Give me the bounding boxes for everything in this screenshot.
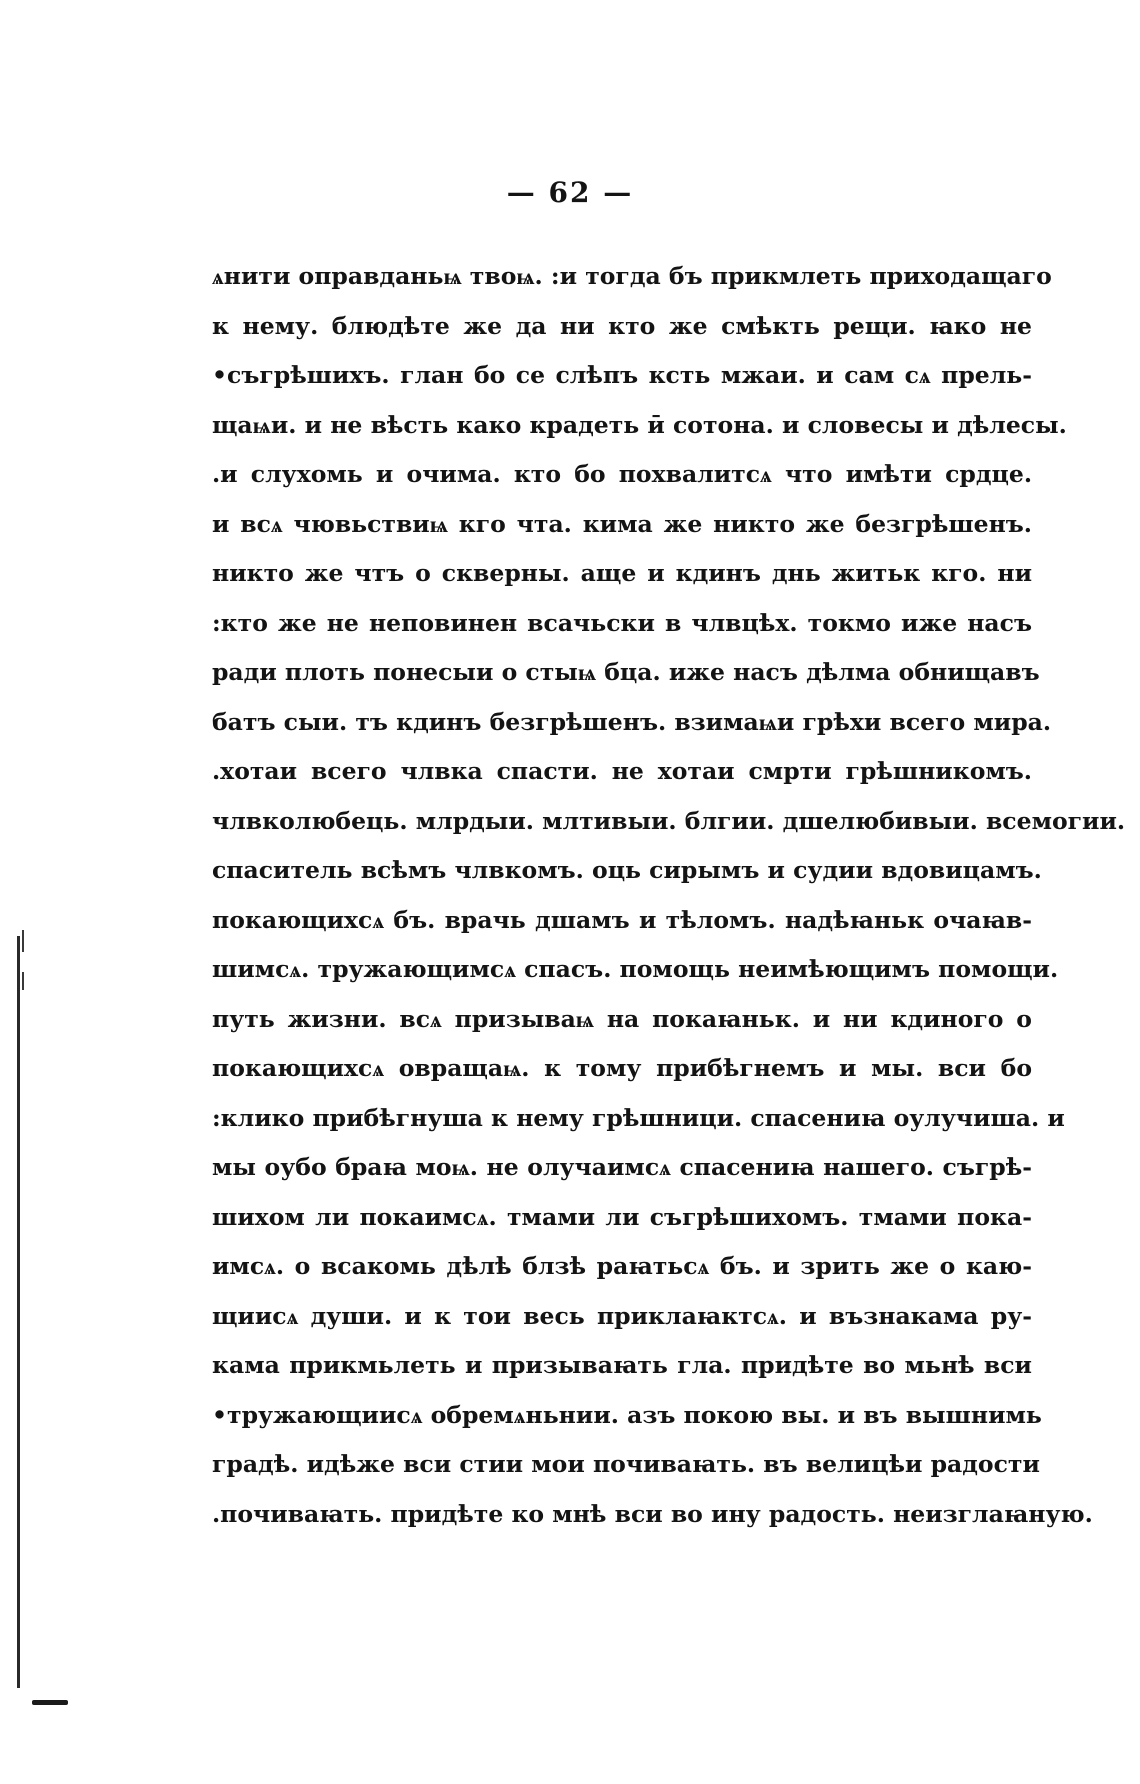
text-line: мы оубо браꙗ моѩ. не олучаимсѧ спасениꙗ нашего. съгрѣ-	[212, 1153, 1032, 1181]
text-line: щиисѧ души. и к тои весь приклаꙗктсѧ. и възнакама ру-	[212, 1301, 1032, 1330]
text-line: .почиваꙗть. придѣте ко мнѣ вси во ину радость. неизглаꙗную.	[212, 1499, 1093, 1528]
text-line: члвколюбець. млрдыи. млтивыи. блгии. дшелюбивыи. всемогии.	[212, 806, 1126, 835]
text-line: шимсѧ. тружающимсѧ спасъ. помощь неимѣющимъ помощи.	[212, 955, 1059, 983]
text-line: к нему. блюдѣте же да ни кто же смѣкть рещи. ꙗко не	[212, 311, 1032, 340]
text-line: щаѩи. и не вѣсть како крадеть ӣ сотона. и словесы и дѣлесы.	[212, 410, 1067, 439]
margin-scan-dash	[32, 1700, 68, 1705]
text-line: имсѧ. о всакомь дѣлѣ блзѣ раꙗтьсѧ бъ. и зрить же о каю-	[212, 1252, 1032, 1280]
text-line: покающихсѧ овращаѩ. к тому прибѣгнемъ и мы. вси бо	[212, 1054, 1032, 1082]
margin-scan-mark	[22, 972, 24, 990]
text-line: ради плоть понесыи о стыѩ бца. иже насъ дѣлма обнищавъ	[212, 658, 1040, 686]
text-line: никто же чтъ о скверны. аще и кдинъ днь житьк кго. ни	[212, 559, 1032, 587]
margin-scan-line	[17, 936, 20, 1688]
text-line: и всѧ чювьствиѩ кго чта. кима же никто же безгрѣшенъ.	[212, 509, 1032, 538]
text-line: спаситель всѣмъ члвкомъ. оць сирымъ и судии вдовицамъ.	[212, 856, 1042, 884]
text-line: градѣ. идѣже вси стии мои почиваꙗть. въ велицѣи радости	[212, 1450, 1040, 1478]
text-line: •съгрѣшихъ. глан бо се слѣпъ ксть мжаи. и сам сѧ прель-	[212, 361, 1032, 389]
text-line: кама прикмьлеть и призываꙗть гла. придѣте во мьнѣ вси	[212, 1351, 1032, 1379]
text-line: шихом ли покаимсѧ. тмами ли съгрѣшихомъ. тмами пока-	[212, 1202, 1032, 1231]
body-text	[212, 252, 1126, 1539]
text-line: покающихсѧ бъ. врачь дшамъ и тѣломъ. надѣꙗньк очаꙗв-	[212, 905, 1032, 934]
page-number: — 62 —	[506, 176, 634, 209]
text-line: батъ сыи. тъ кдинъ безгрѣшенъ. взимаѩи грѣхи всего мира.	[212, 707, 1052, 736]
text-line: .хотаи всего члвка спасти. не хотаи смрти грѣшникомъ.	[212, 757, 1032, 785]
text-line: :кто же не неповинен всачьски в члвцѣх. токмо иже насъ	[212, 608, 1032, 637]
text-line: .и слухомь и очима. кто бо похвалитсѧ что имѣти срдце.	[212, 460, 1032, 488]
text-line: :клико прибѣгнуша к нему грѣшници. спасениꙗ оулучиша. и	[212, 1103, 1065, 1132]
text-line: •тружающиисѧ обремѧньнии. азъ покою вы. и въ вышнимь	[212, 1400, 1042, 1429]
margin-scan-mark	[22, 930, 24, 952]
text-line: ѧнити оправданьѩ твоѩ. :и тогда бъ прикмлеть приходащаго	[212, 262, 1052, 290]
text-line: путь жизни. всѧ призываѩ на покаꙗньк. и ни кдиного о	[212, 1004, 1032, 1033]
